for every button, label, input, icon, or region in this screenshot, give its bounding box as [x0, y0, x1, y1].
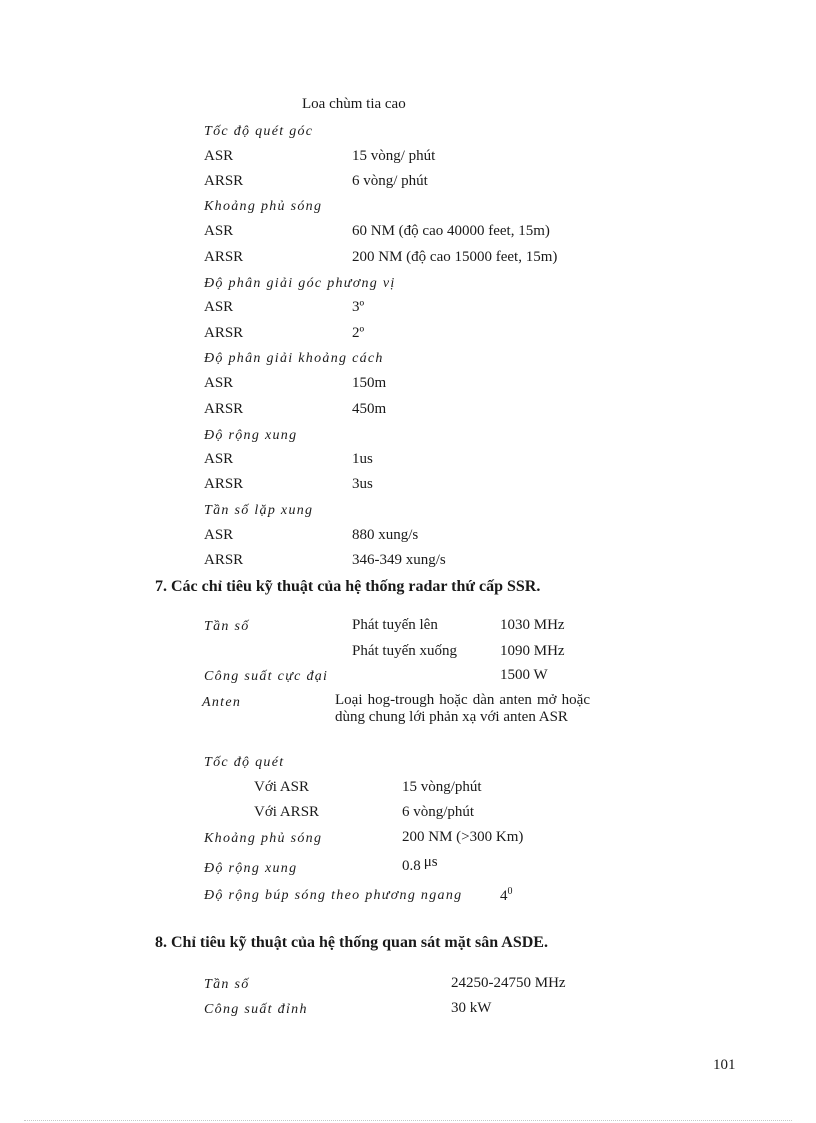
- ssr-beamwidth-label: Độ rộng búp sóng theo phương ngang: [204, 888, 463, 903]
- pulse-arsr-value: 3us: [352, 476, 373, 492]
- prf-arsr-value: 346-349 xung/s: [352, 552, 446, 568]
- section-7-heading: 7. Các chỉ tiêu kỹ thuật của hệ thống radar thứ cấp SSR.: [155, 578, 541, 595]
- ssr-scan-label: Tốc độ quét: [204, 755, 285, 770]
- scan-rate-asr-value: 15 vòng/ phút: [352, 148, 436, 164]
- ssr-scan-asr-label: Với ASR: [254, 779, 310, 795]
- coverage-arsr-value: 200 NM (độ cao 15000 feet, 15m): [352, 249, 558, 265]
- asde-frequency-label: Tần số: [204, 977, 250, 992]
- ssr-coverage-value: 200 NM (>300 Km): [402, 829, 524, 845]
- pulse-width-label: Độ rộng xung: [204, 428, 298, 443]
- ssr-beamwidth-value: 4: [500, 888, 508, 904]
- range-asr-value: 150m: [352, 375, 387, 391]
- section-8-heading: 8. Chỉ tiêu kỹ thuật của hệ thống quan sát mặt sân ASDE.: [155, 934, 548, 951]
- ssr-scan-arsr-label: Với ARSR: [254, 804, 320, 820]
- azimuth-asr-value: 3º: [352, 299, 365, 315]
- range-arsr-name: ARSR: [204, 401, 244, 417]
- ssr-coverage-label: Khoảng phủ sóng: [204, 831, 323, 846]
- coverage-label: Khoảng phủ sóng: [204, 199, 323, 214]
- asde-power-value: 30 kW: [451, 1000, 492, 1016]
- ssr-pulse-value-wrap: [402, 854, 438, 875]
- prf-asr-name: ASR: [204, 527, 234, 543]
- ssr-scan-arsr-value: 6 vòng/phút: [402, 804, 475, 820]
- ssr-scan-asr-value: 15 vòng/phút: [402, 779, 482, 795]
- coverage-asr-name: ASR: [204, 223, 234, 239]
- range-asr-name: ASR: [204, 375, 234, 391]
- coverage-arsr-name: ARSR: [204, 249, 244, 265]
- scan-rate-asr-name: ASR: [204, 148, 234, 164]
- ssr-uplink-label: Phát tuyến lên: [352, 617, 438, 633]
- pulse-arsr-name: ARSR: [204, 476, 244, 492]
- asde-frequency-value: 24250-24750 MHz: [451, 975, 566, 991]
- intro-text: Loa chùm tia cao: [302, 96, 406, 112]
- prf-asr-value: 880 xung/s: [352, 527, 419, 543]
- ssr-power-label: Công suất cực đại: [204, 669, 329, 684]
- scan-rate-arsr-name: ARSR: [204, 173, 244, 189]
- ssr-downlink-label: Phát tuyến xuống: [352, 643, 457, 659]
- azimuth-asr-name: ASR: [204, 299, 234, 315]
- pulse-asr-value: 1us: [352, 451, 373, 467]
- ssr-pulse-unit: μs: [423, 854, 438, 870]
- ssr-pulse-label: Độ rộng xung: [204, 861, 298, 876]
- ssr-downlink-value: 1090 MHz: [500, 643, 565, 659]
- range-resolution-label: Độ phân giải khoảng cách: [204, 351, 384, 366]
- range-arsr-value: 450m: [352, 401, 387, 417]
- ssr-power-value: 1500 W: [500, 667, 548, 683]
- page-bottom-rule: [24, 1120, 792, 1121]
- scan-rate-label: Tốc độ quét góc: [204, 124, 314, 139]
- ssr-antenna-label: Anten: [202, 695, 242, 710]
- scan-rate-arsr-value: 6 vòng/ phút: [352, 173, 428, 189]
- ssr-beamwidth-degree: 0: [507, 886, 513, 897]
- ssr-antenna-text: Loại hog-trough hoặc dàn anten mở hoặc dùng chung lới phản xạ với anten ASR: [335, 692, 590, 725]
- azimuth-arsr-name: ARSR: [204, 325, 244, 341]
- azimuth-resolution-label: Độ phân giải góc phương vị: [204, 276, 396, 291]
- azimuth-arsr-value: 2º: [352, 325, 365, 341]
- pulse-asr-name: ASR: [204, 451, 234, 467]
- page-number: 101: [713, 1057, 736, 1073]
- prf-arsr-name: ARSR: [204, 552, 244, 568]
- coverage-asr-value: 60 NM (độ cao 40000 feet, 15m): [352, 223, 550, 239]
- asde-power-label: Công suất đỉnh: [204, 1002, 308, 1017]
- ssr-beamwidth-value-wrap: [500, 886, 513, 905]
- prf-label: Tần số lặp xung: [204, 503, 314, 518]
- ssr-pulse-value: 0.8: [402, 858, 421, 874]
- ssr-frequency-label: Tần số: [204, 619, 250, 634]
- ssr-uplink-value: 1030 MHz: [500, 617, 565, 633]
